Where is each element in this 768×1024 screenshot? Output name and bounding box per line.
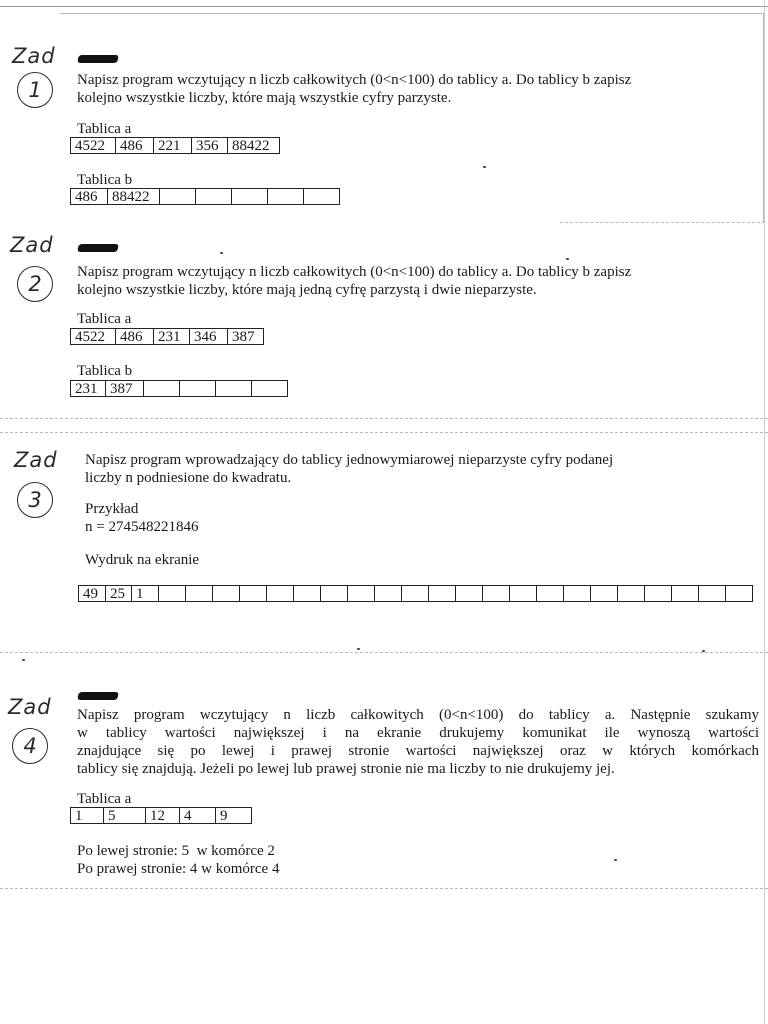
output-cell [645, 585, 672, 602]
task4-result-right: Po prawej stronie: 4 w komórce 4 [77, 861, 280, 877]
output-cell [429, 585, 456, 602]
output-cell [402, 585, 429, 602]
task3-example-label: Przykład [85, 501, 139, 517]
task3-description-line2: liczby n podniesione do kwadratu. [85, 470, 292, 486]
right-edge-line [764, 0, 765, 1024]
task3-handwritten-label: Zad [14, 448, 58, 472]
table-cell: 231 [70, 380, 106, 397]
divider-1 [560, 222, 765, 223]
table-cell: 4522 [70, 328, 116, 345]
task3-number-circle [17, 482, 53, 518]
redacted-name-mark [77, 692, 119, 700]
table-cell: 346 [190, 328, 228, 345]
output-cell [186, 585, 213, 602]
task2-table-b-label: Tablica b [77, 363, 133, 379]
task1-handwritten-label: Zad [12, 44, 56, 68]
task2-number-circle [17, 266, 53, 302]
task1-description-line1: Napisz program wczytujący n liczb całkowitych (0<n<100) do tablicy a. Do tablicy b zapisz [77, 72, 632, 88]
output-cell: 49 [78, 585, 106, 602]
task4-table-a-label: Tablica a [77, 791, 132, 807]
divider-4 [0, 652, 768, 653]
speck [702, 650, 705, 652]
table-cell [304, 188, 340, 205]
task1-description-line2: kolejno wszystkie liczby, które mają wszystkie cyfry parzyste. [77, 90, 452, 106]
table-cell: 221 [154, 137, 192, 154]
top-border-line [0, 6, 768, 7]
table-cell: 4522 [70, 137, 116, 154]
output-cell [618, 585, 645, 602]
task2-handwritten-label: Zad [10, 233, 54, 257]
task3-description-line1: Napisz program wprowadzający do tablicy jednowymiarowej nieparzyste cyfry podanej [85, 452, 614, 468]
table-cell [252, 380, 288, 397]
table-cell: 486 [70, 188, 108, 205]
redacted-name-mark [77, 244, 119, 252]
table-cell: 356 [192, 137, 228, 154]
task2-description-line2: kolejno wszystkie liczby, które mają jedną cyfrę parzystą i dwie nieparzyste. [77, 282, 537, 298]
output-cell [591, 585, 618, 602]
table-cell: 231 [154, 328, 190, 345]
task4-result-left: Po lewej stronie: 5 w komórce 2 [77, 843, 275, 859]
table-cell [196, 188, 232, 205]
output-cell [564, 585, 591, 602]
table-cell: 12 [146, 807, 180, 824]
divider-3 [0, 432, 768, 433]
output-cell [348, 585, 375, 602]
task4-table-a [70, 807, 252, 824]
task1-table-a-label: Tablica a [77, 121, 132, 137]
output-cell [699, 585, 726, 602]
table-cell: 1 [70, 807, 104, 824]
output-cell [456, 585, 483, 602]
task1-table-b [70, 188, 340, 205]
speck [220, 252, 223, 254]
output-cell [159, 585, 186, 602]
table-cell: 387 [106, 380, 144, 397]
task1-table-a [70, 137, 280, 154]
task3-output-array [78, 585, 753, 602]
task1-number: 1 [28, 78, 42, 102]
output-cell [375, 585, 402, 602]
output-cell [537, 585, 564, 602]
table-cell: 5 [104, 807, 146, 824]
output-cell [483, 585, 510, 602]
task4-description-line4: tablicy się znajdują. Jeżeli po lewej lub prawej stronie nie ma liczby to nie drukujemy jej. [77, 761, 615, 777]
table-cell: 387 [228, 328, 264, 345]
output-cell: 1 [132, 585, 159, 602]
task2-table-a-label: Tablica a [77, 311, 132, 327]
task2-table-b [70, 380, 288, 397]
task4-number-circle [12, 728, 48, 764]
task4-description-line1: Napisz program wczytujący n liczb całkowitych (0<n<100) do tablicy a. Następnie szukamy [77, 707, 759, 723]
task4-description-line3: znajdujące się po lewej i prawej stronie wartości największej oraz w których komórkach [77, 743, 759, 759]
table-cell [144, 380, 180, 397]
task3-number: 3 [28, 488, 42, 512]
output-cell: 25 [106, 585, 132, 602]
task4-number: 4 [23, 734, 37, 758]
table-cell: 486 [116, 137, 154, 154]
table-cell: 9 [216, 807, 252, 824]
output-cell [672, 585, 699, 602]
task3-output-label: Wydruk na ekranie [85, 552, 200, 568]
divider-5 [0, 888, 768, 889]
task2-number: 2 [28, 272, 42, 296]
table-cell [232, 188, 268, 205]
output-cell [294, 585, 321, 602]
speck [566, 258, 569, 260]
table-cell [268, 188, 304, 205]
task4-handwritten-label: Zad [8, 695, 52, 719]
output-cell [267, 585, 294, 602]
redacted-name-mark [77, 55, 119, 63]
table-cell: 88422 [108, 188, 160, 205]
output-cell [726, 585, 753, 602]
output-cell [510, 585, 537, 602]
output-cell [213, 585, 240, 602]
output-cell [240, 585, 267, 602]
divider-2 [0, 418, 768, 419]
task2-table-a [70, 328, 264, 345]
table-cell: 486 [116, 328, 154, 345]
speck [483, 166, 486, 168]
task2-description-line1: Napisz program wczytujący n liczb całkowitych (0<n<100) do tablicy a. Do tablicy b zapisz [77, 264, 632, 280]
task1-table-b-label: Tablica b [77, 172, 133, 188]
task3-example-value: n = 274548221846 [85, 519, 199, 535]
table-cell: 88422 [228, 137, 280, 154]
speck [614, 859, 617, 861]
table-cell [180, 380, 216, 397]
speck [22, 659, 25, 661]
table-cell [160, 188, 196, 205]
output-cell [321, 585, 348, 602]
speck [357, 648, 360, 650]
table-cell [216, 380, 252, 397]
table-cell: 4 [180, 807, 216, 824]
task4-description-line2: w tablicy wartości największej i na ekranie drukujemy komunikat ile wynoszą wartości [77, 725, 759, 741]
task1-number-circle [17, 72, 53, 108]
